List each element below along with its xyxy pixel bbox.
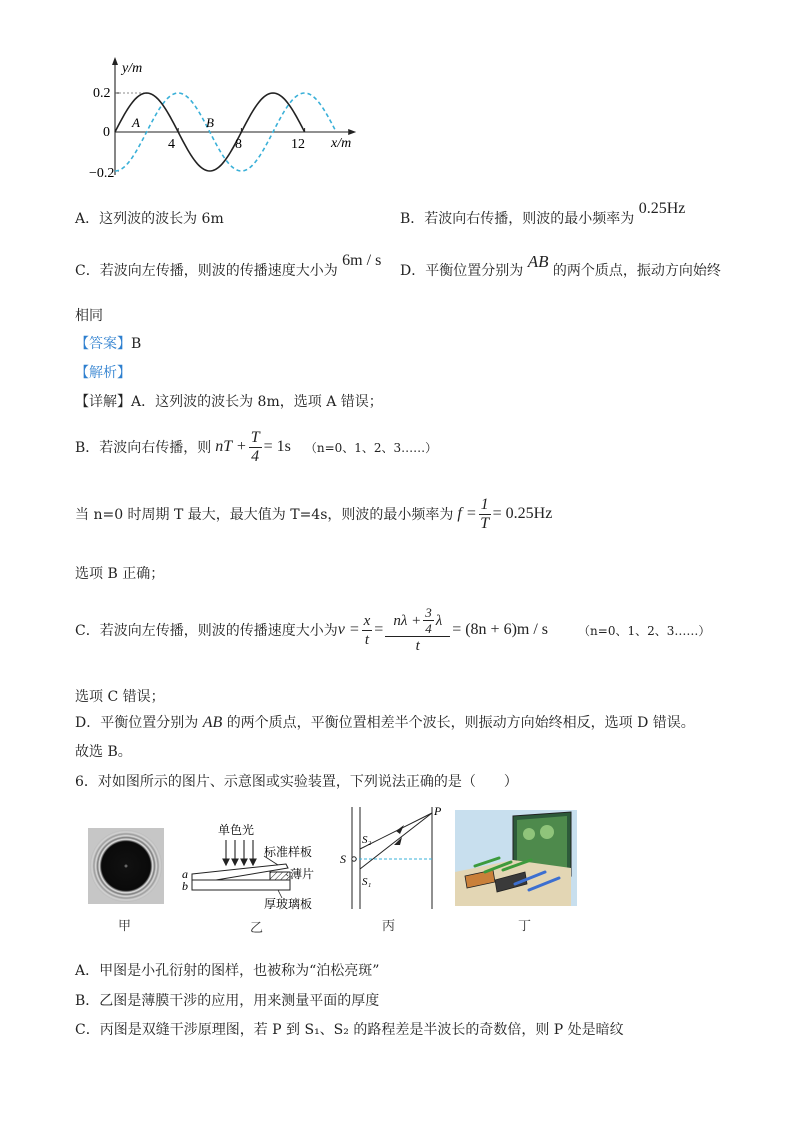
q5-option-c-text: C．若波向左传播，则波的传播速度大小为 xyxy=(75,263,338,279)
d-text-1: D．平衡位置分别为 xyxy=(75,715,199,731)
point-b-label: B xyxy=(206,115,214,130)
q6-stem: 6．对如图所示的图片、示意图或实验装置，下列说法正确的是（ ） xyxy=(75,774,518,790)
ding-figure-1 xyxy=(523,828,535,840)
x-axis-label: x/m xyxy=(331,136,352,151)
caption-yi: 乙 xyxy=(250,921,264,936)
yi-light-label: 单色光 xyxy=(218,823,255,837)
bing-arrow-1 xyxy=(396,825,404,834)
point-a-label: A xyxy=(132,115,140,130)
d-ab: AB xyxy=(202,714,223,731)
bing-source xyxy=(352,857,356,861)
analysis-label: 【解析】 xyxy=(75,365,131,381)
y-axis-label: y/m xyxy=(122,61,143,76)
q5-option-d xyxy=(400,252,721,280)
q5-option-c-value: 6m / s xyxy=(342,252,382,269)
y-tick-bottom: −0.2 xyxy=(89,166,115,181)
yi-thick-glass xyxy=(192,880,290,890)
c-big-fraction xyxy=(385,605,450,655)
c-num-lambda: λ xyxy=(435,612,443,629)
b-f-fraction xyxy=(479,496,491,533)
b-eq-numerator: T xyxy=(250,428,260,446)
c-equals: = xyxy=(374,621,384,638)
detail-a-line xyxy=(75,391,383,411)
x-axis-arrow xyxy=(348,129,356,135)
yi-sheet-label: 薄片 xyxy=(290,867,315,881)
q6-option-b: B．乙图是薄膜干涉的应用，用来测量平面的厚度 xyxy=(75,993,380,1009)
bing-s1-label: S₁ xyxy=(362,876,372,888)
c-x: x xyxy=(363,612,371,629)
q6-option-c: C．丙图是双缝干涉原理图，若 P 到 S₁、S₂ 的路程差是半波长的奇数倍，则 P 处是暗纹 xyxy=(75,1022,624,1038)
q5-option-d-ab: AB xyxy=(527,252,549,271)
yi-light-arrows xyxy=(223,840,256,865)
b-eq-right: = 1s xyxy=(263,438,291,455)
figure-yi xyxy=(178,818,328,918)
bing-p-label: P xyxy=(434,804,442,818)
x-tick-4: 4 xyxy=(168,137,175,152)
q5-option-b-value: 0.25Hz xyxy=(638,200,686,217)
d-text-2: 的两个质点，平衡位置相差半个波长，则振动方向始终相反，选项 D 错误。 xyxy=(226,715,695,731)
b-eq-fraction xyxy=(249,429,262,466)
answer-value: B xyxy=(131,336,142,352)
detail-c-line xyxy=(75,592,710,668)
ding-figure-2 xyxy=(540,825,554,839)
b-f-value: = 0.25Hz xyxy=(492,505,553,522)
answer-label: 【答案】 xyxy=(75,336,131,352)
y-tick-top: 0.2 xyxy=(93,86,111,101)
jia-center-spot xyxy=(125,865,128,868)
c-num-three: 3 xyxy=(425,605,432,620)
x-tick-8: 8 xyxy=(235,137,242,152)
y-axis-arrow xyxy=(112,57,118,65)
yi-a-label: a xyxy=(182,867,188,881)
caption-jia: 甲 xyxy=(118,919,132,934)
detail-b-period-line xyxy=(75,492,552,536)
yi-standard-label: 标准样板 xyxy=(264,845,313,859)
c-result: = (8n + 6)m / s xyxy=(452,621,549,638)
detail-b-line xyxy=(75,425,437,469)
detail-label: 【详解】 xyxy=(75,394,131,410)
b-f-symbol: f = xyxy=(457,505,477,522)
detail-b-intro: B．若波向右传播，则 xyxy=(75,440,212,456)
c-big-numerator xyxy=(385,605,450,637)
figure-bing xyxy=(338,804,442,913)
b-f-denominator: T xyxy=(480,514,490,532)
y-tick-zero: 0 xyxy=(103,125,110,140)
c-num-four: 4 xyxy=(425,621,432,636)
yi-thick-label: 厚玻璃板 xyxy=(264,897,313,911)
answer-line xyxy=(75,333,141,353)
c-t: t xyxy=(364,631,370,648)
x-tick-12: 12 xyxy=(291,137,305,152)
yi-b-label: b xyxy=(182,879,188,893)
yi-thin-sheet xyxy=(270,872,290,880)
q5-option-d-rest: 的两个质点，振动方向始终 xyxy=(552,263,721,279)
c-condition: （n=0、1、2、3……） xyxy=(578,623,711,638)
bing-s2-label: S₂ xyxy=(362,834,372,846)
b-eq-left: nT + xyxy=(215,438,247,455)
c-num-nlambda: nλ + xyxy=(393,612,422,629)
figure-jia xyxy=(88,828,164,904)
detail-a: A．这列波的波长为 8m，选项 A 错误； xyxy=(131,394,383,410)
b-period-text: 当 n=0 时周期 T 最大，最大值为 T=4s，则波的最小频率为 xyxy=(75,507,454,523)
detail-d-line xyxy=(75,712,695,732)
q5-option-b xyxy=(400,200,686,228)
b-f-numerator: 1 xyxy=(480,495,489,513)
q6-option-a: A．甲图是小孔衍射的图样，也被称为“泊松亮斑” xyxy=(75,963,380,979)
q5-option-d-text: D．平衡位置分别为 xyxy=(400,263,524,279)
c-num-three-quarters xyxy=(423,605,434,636)
c-x-over-t xyxy=(362,612,373,649)
c-big-denominator: t xyxy=(415,638,420,654)
q5-option-a: A．这列波的波长为 6m xyxy=(75,211,224,227)
b-eq-condition: （n=0、1、2、3……） xyxy=(304,440,438,455)
b-conclusion: 选项 B 正确； xyxy=(75,566,165,582)
wave-graph xyxy=(89,55,365,185)
q5-option-c xyxy=(75,252,382,280)
figure-ding xyxy=(455,810,577,906)
caption-ding: 丁 xyxy=(518,919,532,934)
c-intro: C．若波向左传播，则波的传播速度大小为 xyxy=(75,623,338,639)
q5-option-b-text: B．若波向右传播，则波的最小频率为 xyxy=(400,211,635,227)
final-answer: 故选 B。 xyxy=(75,744,132,760)
q5-option-d-continued: 相同 xyxy=(75,308,103,324)
b-eq-denominator: 4 xyxy=(251,447,260,465)
c-conclusion: 选项 C 错误； xyxy=(75,689,165,705)
bing-s-label: S xyxy=(340,852,346,866)
caption-bing: 丙 xyxy=(382,919,396,934)
c-v-symbol: v = xyxy=(337,621,360,638)
